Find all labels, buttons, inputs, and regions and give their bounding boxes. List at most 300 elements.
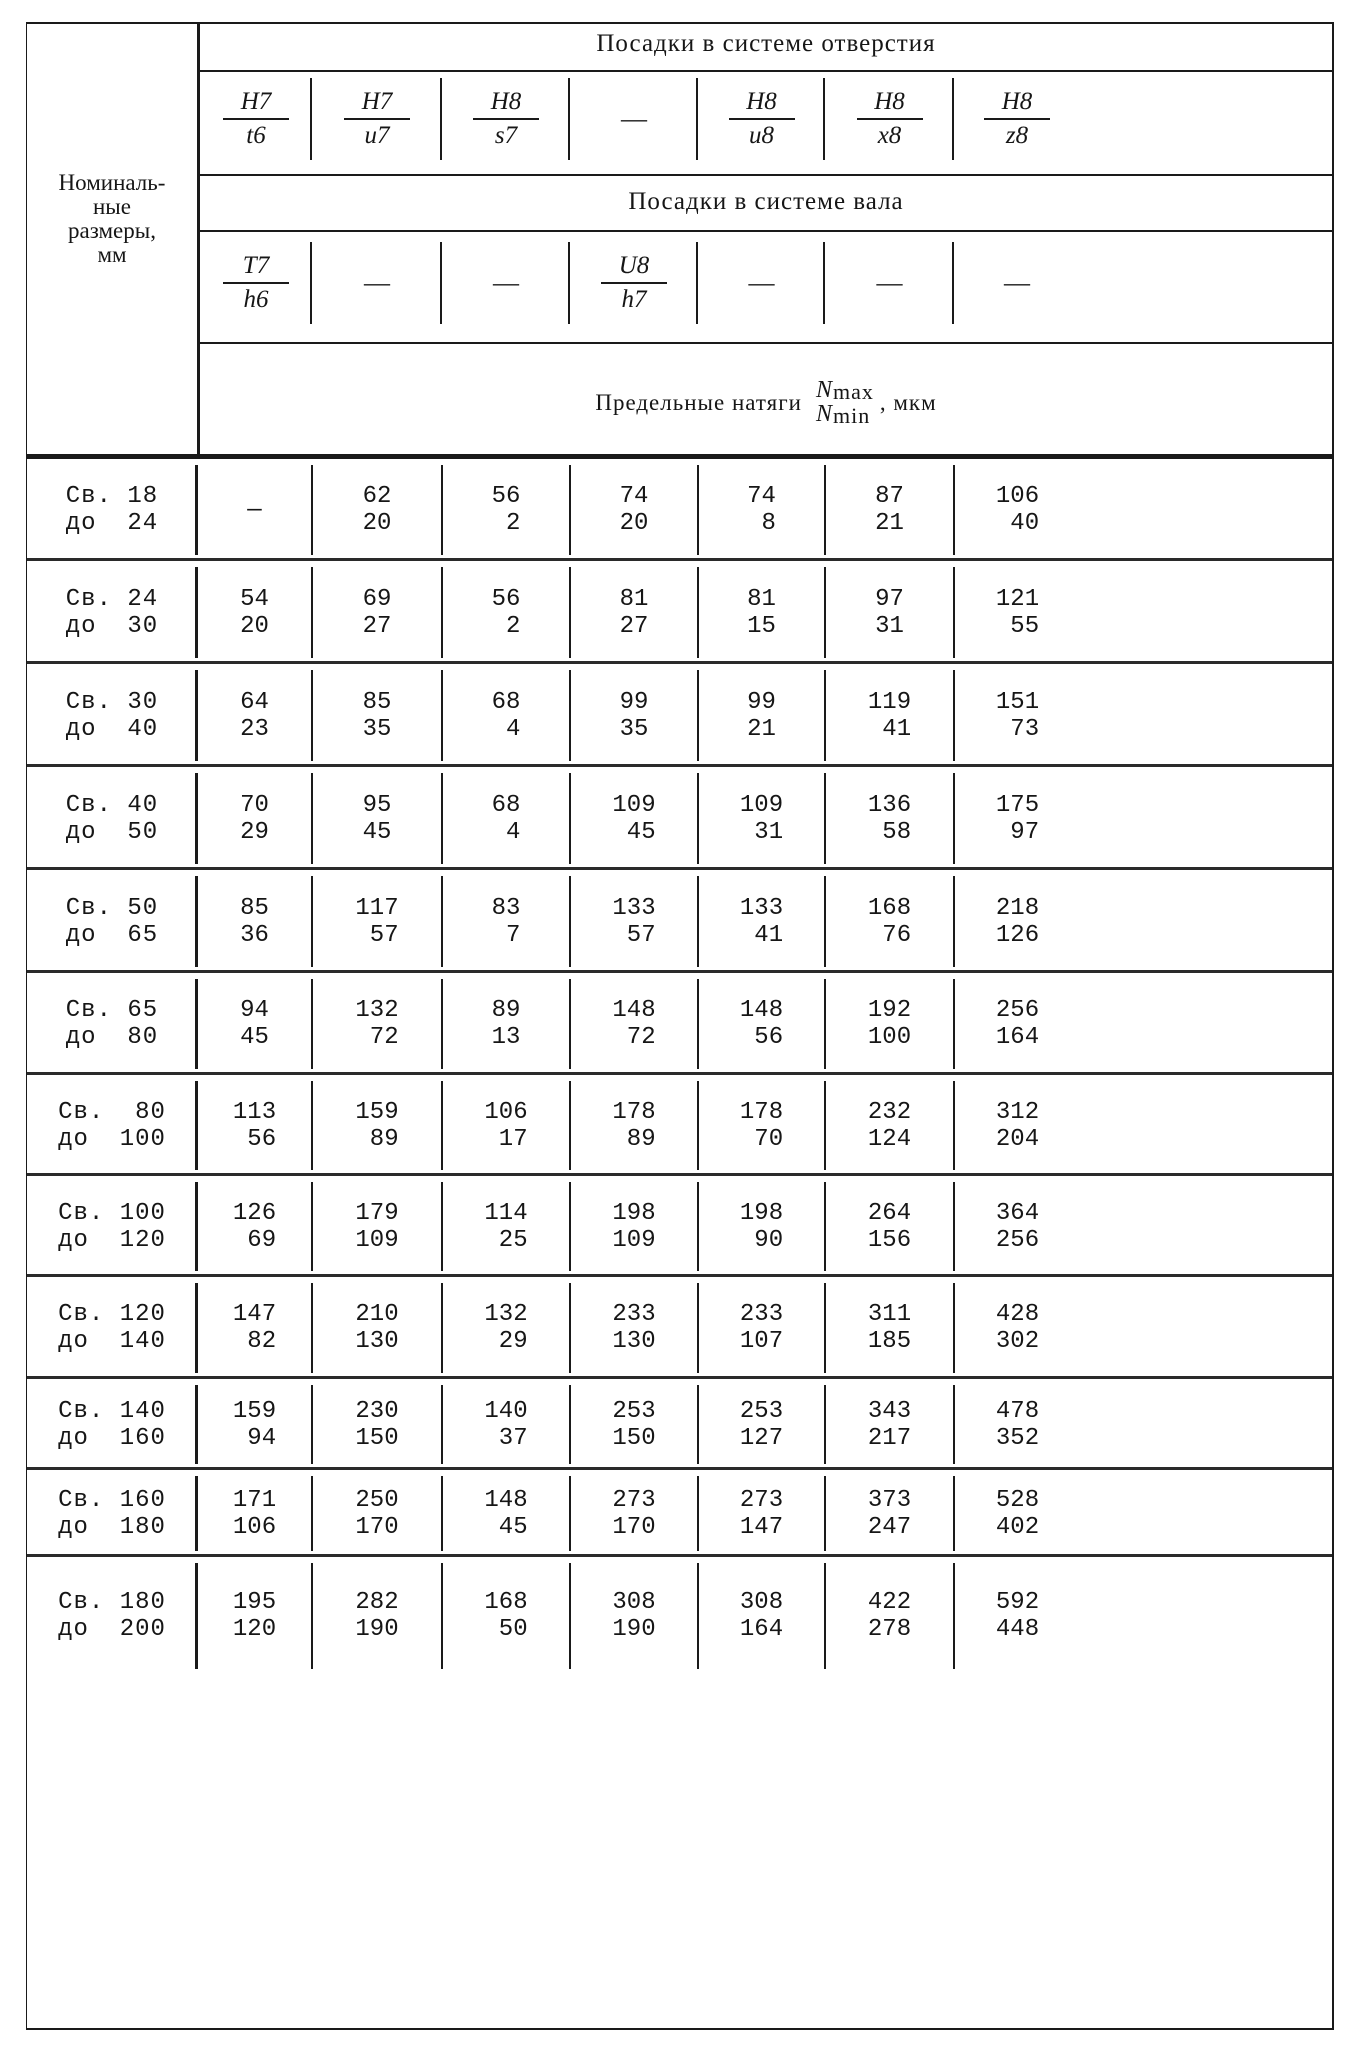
n-min-value: 402 xyxy=(995,1513,1040,1541)
interference-values xyxy=(484,1301,527,1355)
interference-cell xyxy=(698,1075,825,1176)
interference-cell xyxy=(825,459,954,561)
interference-values xyxy=(240,792,269,846)
table-row xyxy=(27,459,1332,561)
size-range-cell xyxy=(27,767,197,870)
n-min-value: 45 xyxy=(498,1513,528,1541)
n-min-value: 120 xyxy=(232,1616,277,1643)
interference-values xyxy=(355,1487,398,1541)
size-range-cell xyxy=(27,561,197,664)
fit-denominator: t6 xyxy=(246,122,266,149)
interference-cell xyxy=(954,767,1081,870)
n-max-value: 85 xyxy=(240,894,269,922)
n-min-value: 20 xyxy=(619,510,649,537)
interference-cell xyxy=(954,1176,1081,1277)
interference-cell xyxy=(312,1277,442,1379)
n-max-value: 198 xyxy=(612,1199,656,1227)
interference-values xyxy=(233,1589,276,1643)
n-max-value: 68 xyxy=(491,791,521,819)
range-to: до 180 xyxy=(58,1513,166,1541)
n-min-value: 97 xyxy=(1010,818,1040,846)
fit-fraction xyxy=(984,88,1050,150)
n-min-value: 57 xyxy=(626,921,656,949)
interference-values xyxy=(868,1099,911,1153)
n-max-value: 97 xyxy=(875,585,904,613)
interference-values xyxy=(875,586,904,640)
n-min-value: 41 xyxy=(882,715,912,743)
interference-values xyxy=(484,1589,527,1643)
fit-fraction xyxy=(601,252,667,314)
fit-denominator: z8 xyxy=(1005,122,1029,149)
interference-values xyxy=(363,586,392,640)
hole-fit-7 xyxy=(954,74,1080,164)
interference-cell xyxy=(570,1379,698,1470)
size-range-cell xyxy=(27,870,197,973)
interference-cell xyxy=(312,459,442,561)
n-min-value: 17 xyxy=(498,1125,528,1153)
fit-denominator: h7 xyxy=(621,286,647,313)
n-min-value: 150 xyxy=(612,1424,656,1452)
n-max-value: 148 xyxy=(612,997,656,1024)
interference-cell xyxy=(442,767,570,870)
n-max-value: 253 xyxy=(739,1397,784,1425)
interference-values xyxy=(620,586,649,640)
interference-values xyxy=(747,586,776,640)
interference-cell xyxy=(825,870,954,973)
n-max-value: 140 xyxy=(484,1397,528,1425)
interference-values xyxy=(484,1487,527,1541)
n-max-value: 94 xyxy=(240,997,269,1024)
shaft-fit-5 xyxy=(698,238,825,328)
hole-fit-6 xyxy=(825,74,954,164)
interference-cell xyxy=(442,1557,570,1675)
interference-cell xyxy=(197,561,312,664)
n-max-value: 74 xyxy=(747,483,776,510)
size-range-cell xyxy=(27,1277,197,1379)
interference-values xyxy=(620,689,649,743)
fit-denominator: u7 xyxy=(364,122,390,149)
hole-fit-3 xyxy=(442,74,570,164)
interference-cell xyxy=(570,1557,698,1675)
interference-cell xyxy=(312,1470,442,1557)
n-min-value: 352 xyxy=(995,1424,1040,1452)
interference-cell xyxy=(442,1277,570,1379)
fit-fraction xyxy=(223,88,289,150)
interference-values xyxy=(355,1099,398,1153)
range-from: Св. 18 xyxy=(65,483,159,510)
interference-values xyxy=(363,689,392,743)
table-row xyxy=(27,1075,1332,1176)
n-min-value: 109 xyxy=(355,1226,399,1254)
interference-values xyxy=(233,1398,276,1452)
n-max-value: 253 xyxy=(612,1397,656,1425)
interference-cell xyxy=(570,767,698,870)
table-row xyxy=(27,1470,1332,1557)
interference-cell xyxy=(698,870,825,973)
interference-values xyxy=(740,1200,783,1254)
interference-cell xyxy=(312,1075,442,1176)
n-max-value: 56 xyxy=(491,483,521,510)
n-max-value: 132 xyxy=(484,1301,528,1328)
n-min-value: 94 xyxy=(247,1424,277,1452)
interference-cell xyxy=(442,561,570,664)
hole-fit-2 xyxy=(312,74,442,164)
n-max-value: 159 xyxy=(232,1397,277,1425)
n-max-value: 210 xyxy=(355,1301,399,1328)
n-min-value: 126 xyxy=(995,921,1040,949)
interference-values xyxy=(355,1200,398,1254)
interference-cell xyxy=(312,870,442,973)
interference-cell xyxy=(698,767,825,870)
interference-cell xyxy=(954,1470,1081,1557)
size-range xyxy=(66,689,158,743)
fit-numerator: H8 xyxy=(1001,88,1033,115)
n-max-value: 373 xyxy=(867,1486,912,1514)
interference-values xyxy=(868,997,911,1051)
table-row xyxy=(27,664,1332,767)
hole-fits-row xyxy=(200,74,1332,164)
dash-value: — xyxy=(247,496,262,524)
interference-cell xyxy=(197,973,312,1075)
n-min-value: 164 xyxy=(739,1616,784,1643)
interference-cell xyxy=(197,1557,312,1675)
size-range-cell xyxy=(27,664,197,767)
interference-values xyxy=(868,1589,911,1643)
range-from: Св. 24 xyxy=(65,585,159,613)
range-to: до 160 xyxy=(58,1424,166,1452)
n-max-value: 54 xyxy=(240,585,269,613)
interference-cell xyxy=(442,1470,570,1557)
interference-cell xyxy=(312,973,442,1075)
interference-cell xyxy=(698,1277,825,1379)
interference-values xyxy=(996,1487,1039,1541)
n-max-value: 68 xyxy=(491,688,521,716)
n-max-value: 64 xyxy=(240,688,269,716)
n-min-value: 23 xyxy=(240,715,269,743)
n-min-value: 156 xyxy=(867,1226,912,1254)
n-max-value: 192 xyxy=(867,997,912,1024)
table-row xyxy=(27,1277,1332,1379)
n-min-value: 27 xyxy=(619,612,649,640)
n-min-value: 35 xyxy=(619,715,649,743)
n-max-value: 198 xyxy=(739,1199,784,1227)
n-min-value: 147 xyxy=(739,1513,784,1541)
n-min-value: 72 xyxy=(369,1024,399,1051)
n-max-value: 121 xyxy=(995,585,1040,613)
interference-values xyxy=(740,997,783,1051)
interference-cell xyxy=(197,870,312,973)
n-max-value: 364 xyxy=(995,1199,1040,1227)
interference-cell xyxy=(442,459,570,561)
range-to: до 50 xyxy=(65,818,159,846)
interference-values xyxy=(996,586,1039,640)
n-max-value: 81 xyxy=(619,585,649,613)
n-min-value: 40 xyxy=(1010,510,1040,537)
n-max-value: 218 xyxy=(995,894,1040,922)
table-row xyxy=(27,1176,1332,1277)
interference-values xyxy=(868,1200,911,1254)
range-to: до 100 xyxy=(58,1125,166,1153)
table-row xyxy=(27,767,1332,870)
interference-values xyxy=(740,1398,783,1452)
interference-values xyxy=(740,1099,783,1153)
interference-cell xyxy=(698,1557,825,1675)
interference-cell xyxy=(570,459,698,561)
interference-cell xyxy=(954,1379,1081,1470)
n-min-value: 170 xyxy=(612,1513,656,1541)
interference-cell xyxy=(570,561,698,664)
interference-cell xyxy=(954,973,1081,1075)
interference-cell xyxy=(698,1176,825,1277)
n-min-value: 21 xyxy=(747,715,776,743)
interference-cell xyxy=(570,1176,698,1277)
interference-values xyxy=(492,483,521,537)
range-from: Св. 120 xyxy=(58,1301,166,1328)
interference-values xyxy=(996,1589,1039,1643)
range-from: Св. 100 xyxy=(58,1199,166,1227)
range-to: до 140 xyxy=(58,1328,166,1355)
interference-values xyxy=(492,895,521,949)
n-min-value: 89 xyxy=(626,1125,656,1153)
n-max-value: 148 xyxy=(484,1486,528,1514)
interference-cell xyxy=(825,767,954,870)
interference-values xyxy=(996,997,1039,1051)
n-max-value: 250 xyxy=(355,1486,399,1514)
n-max-value: 312 xyxy=(995,1098,1040,1126)
fit-numerator: H7 xyxy=(361,88,393,115)
n-min-value: 106 xyxy=(232,1513,277,1541)
interference-values xyxy=(996,895,1039,949)
fit-denominator: x8 xyxy=(877,122,902,149)
n-max-value: 114 xyxy=(484,1199,528,1227)
fit-numerator: H8 xyxy=(490,88,522,115)
n-min-value: 170 xyxy=(355,1513,399,1541)
n-max-value: 117 xyxy=(355,894,399,922)
hole-fit-4 xyxy=(570,74,698,164)
interference-cell xyxy=(954,870,1081,973)
interference-values xyxy=(996,483,1039,537)
interference-cell xyxy=(570,973,698,1075)
n-min-value: 2 xyxy=(506,510,521,537)
interference-cell xyxy=(442,1176,570,1277)
interference-values xyxy=(355,997,398,1051)
n-min-value: 29 xyxy=(498,1328,528,1355)
n-max-value: 179 xyxy=(355,1199,399,1227)
n-min-value: 29 xyxy=(240,818,269,846)
n-min-value: 31 xyxy=(754,818,784,846)
range-from: Св. 160 xyxy=(58,1486,166,1514)
range-to: до 30 xyxy=(65,612,159,640)
interference-cell xyxy=(698,459,825,561)
interference-values xyxy=(492,586,521,640)
n-min-value: 90 xyxy=(754,1226,784,1254)
fit-fraction xyxy=(344,88,410,150)
range-to: до 80 xyxy=(65,1024,159,1051)
interference-cell xyxy=(825,1379,954,1470)
interference-values xyxy=(747,483,776,537)
interference-unit: , мкм xyxy=(879,390,937,415)
n-min-value: 20 xyxy=(362,510,392,537)
empty-dash: — xyxy=(1004,268,1030,297)
interference-values xyxy=(484,1398,527,1452)
n-max-value: 81 xyxy=(747,585,776,613)
interference-values xyxy=(868,1487,911,1541)
n-max-value: 62 xyxy=(362,483,392,510)
n-min-value: 7 xyxy=(506,921,521,949)
n-max-value: 148 xyxy=(739,997,784,1024)
interference-cell xyxy=(197,1470,312,1557)
interference-values xyxy=(612,1200,655,1254)
n-max-value: 232 xyxy=(867,1098,912,1126)
n-min-value: 4 xyxy=(506,715,521,743)
interference-values xyxy=(996,1099,1039,1153)
interference-cell xyxy=(570,664,698,767)
interference-cell xyxy=(698,561,825,664)
interference-values xyxy=(240,689,269,743)
n-min-value: 13 xyxy=(491,1024,521,1051)
n-max-value: 87 xyxy=(875,483,904,510)
size-range xyxy=(58,1487,166,1541)
interference-values xyxy=(740,792,783,846)
n-max-value: 95 xyxy=(362,791,392,819)
range-from: Св. 50 xyxy=(65,894,159,922)
interference-values xyxy=(620,483,649,537)
interference-cell xyxy=(698,973,825,1075)
shaft-fits-row xyxy=(200,238,1332,328)
n-max-value: 171 xyxy=(232,1486,277,1514)
interference-values xyxy=(868,1301,911,1355)
shaft-fit-3 xyxy=(442,238,570,328)
n-min-value: 130 xyxy=(355,1328,399,1355)
interference-cell xyxy=(698,1470,825,1557)
interference-values xyxy=(612,997,655,1051)
n-max-value: 136 xyxy=(867,791,912,819)
interference-values xyxy=(612,1301,655,1355)
interference-cell xyxy=(312,1176,442,1277)
fit-denominator: h6 xyxy=(243,286,269,313)
n-max-value: 119 xyxy=(867,688,912,716)
n-min-value: 25 xyxy=(498,1226,528,1254)
n-max-value: 478 xyxy=(995,1397,1040,1425)
interference-cell xyxy=(954,664,1081,767)
interference-cell xyxy=(698,1379,825,1470)
fit-denominator: u8 xyxy=(749,122,774,149)
n-max-value: 273 xyxy=(739,1486,784,1514)
interference-cell xyxy=(197,664,312,767)
n-min-value: 130 xyxy=(612,1328,656,1355)
range-from: Св. 30 xyxy=(65,688,159,716)
interference-cell xyxy=(312,1557,442,1675)
interference-values xyxy=(233,1301,276,1355)
fit-fraction xyxy=(223,252,289,314)
n-min-value: 127 xyxy=(739,1424,784,1452)
interference-values xyxy=(363,483,392,537)
header-rule xyxy=(200,230,1332,232)
n-min-value: 55 xyxy=(1010,612,1040,640)
interference-cell xyxy=(570,870,698,973)
n-max-value: 528 xyxy=(995,1486,1040,1514)
header-rule xyxy=(200,174,1332,176)
n-min-value: 217 xyxy=(867,1424,912,1452)
n-min-value: 70 xyxy=(754,1125,784,1153)
n-max-value: 178 xyxy=(612,1098,656,1126)
size-range-cell xyxy=(27,459,197,561)
n-min-value: 4 xyxy=(506,818,521,846)
hole-fit-5 xyxy=(698,74,825,164)
interference-values xyxy=(868,689,911,743)
interference-cell xyxy=(954,561,1081,664)
n-max-value: 99 xyxy=(747,688,776,716)
interference-values xyxy=(996,689,1039,743)
interference-values xyxy=(240,586,269,640)
interference-values xyxy=(612,792,655,846)
size-range-cell xyxy=(27,1379,197,1470)
interference-cell xyxy=(197,1277,312,1379)
interference-values xyxy=(868,792,911,846)
table-row xyxy=(27,870,1332,973)
interference-values xyxy=(612,1589,655,1643)
interference-values xyxy=(612,1099,655,1153)
interference-values xyxy=(747,689,776,743)
n-max-value: 168 xyxy=(867,894,912,922)
n-max-value: 256 xyxy=(995,997,1040,1024)
interference-cell xyxy=(197,1379,312,1470)
n-max-value: 264 xyxy=(867,1199,912,1227)
table-row xyxy=(27,561,1332,664)
interference-values xyxy=(355,1589,398,1643)
n-max-value: 99 xyxy=(619,688,649,716)
size-range-cell xyxy=(27,973,197,1075)
interference-cell xyxy=(442,1075,570,1176)
interference-cell xyxy=(197,767,312,870)
n-max-value: 178 xyxy=(739,1098,784,1126)
n-min-value: 41 xyxy=(754,921,784,949)
n-max-value: 151 xyxy=(995,688,1040,716)
shaft-fit-6 xyxy=(825,238,954,328)
interference-values xyxy=(868,895,911,949)
shaft-fit-4 xyxy=(570,238,698,328)
n-max-value: 159 xyxy=(355,1098,399,1126)
interference-values xyxy=(492,792,521,846)
header-rule xyxy=(200,70,1332,72)
n-min-value: 164 xyxy=(995,1024,1040,1051)
fit-numerator: H8 xyxy=(874,88,905,115)
shaft-system-title: Посадки в системе вала xyxy=(628,188,904,215)
interference-values xyxy=(240,997,269,1051)
n-max-value: 109 xyxy=(739,791,784,819)
size-range xyxy=(58,1200,166,1254)
fit-numerator: H7 xyxy=(240,88,272,115)
n-max-value: 233 xyxy=(612,1301,656,1328)
n-min-value: 45 xyxy=(626,818,656,846)
interference-values xyxy=(492,689,521,743)
n-min-value: 50 xyxy=(498,1616,528,1643)
n-max-value: 273 xyxy=(612,1486,656,1514)
size-range-cell xyxy=(27,1075,197,1176)
n-min-value: 73 xyxy=(1010,715,1040,743)
interference-cell xyxy=(825,1277,954,1379)
n-min-value: 21 xyxy=(875,510,904,537)
n-min-value: 27 xyxy=(362,612,392,640)
interference-values xyxy=(492,997,521,1051)
n-min-value: 448 xyxy=(995,1616,1040,1643)
size-range-cell xyxy=(27,1176,197,1277)
n-min-value: 58 xyxy=(882,818,912,846)
n-max-value: 133 xyxy=(739,894,784,922)
shaft-fit-1 xyxy=(200,238,312,328)
n-max-value: 69 xyxy=(362,585,392,613)
interference-values xyxy=(740,895,783,949)
